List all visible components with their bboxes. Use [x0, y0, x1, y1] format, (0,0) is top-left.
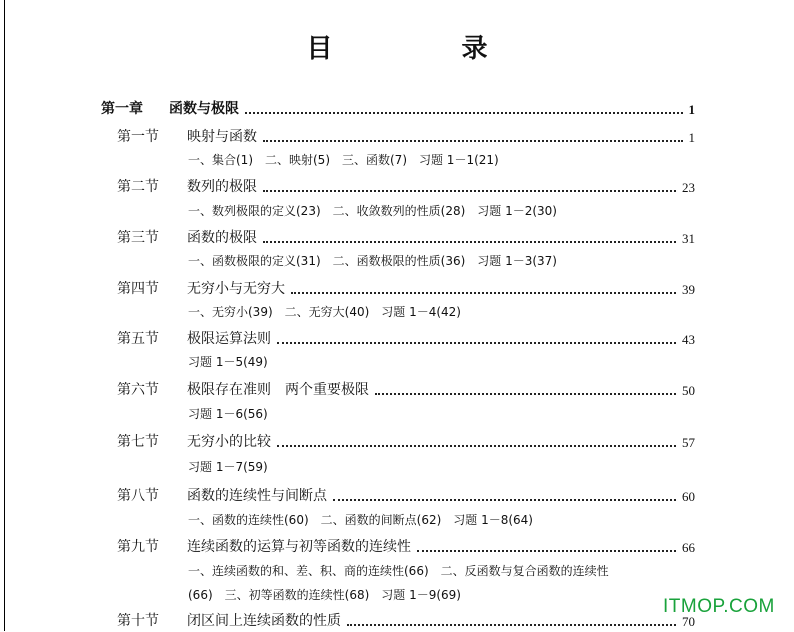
subsection-line: 一、函数极限的定义(31) 二、函数极限的性质(36) 习题 1－3(37) — [188, 254, 557, 268]
section-label: 第九节 — [117, 539, 159, 555]
section-label: 第三节 — [117, 230, 159, 246]
subsection-line: 一、集合(1) 二、映射(5) 三、函数(7) 习题 1－1(21) — [188, 153, 499, 167]
section-page: 23 — [682, 180, 695, 195]
section-title: 闭区间上连续函数的性质 — [187, 613, 341, 629]
leader-dots — [375, 392, 676, 395]
section-entry[interactable] — [117, 610, 695, 630]
leader-dots — [263, 189, 676, 192]
section-label: 第六节 — [117, 382, 159, 398]
section-title: 映射与函数 — [187, 129, 257, 145]
section-page: 70 — [682, 614, 695, 629]
section-title: 无穷小的比较 — [187, 434, 271, 450]
chapter-label: 第一章 — [101, 101, 143, 117]
leader-dots — [333, 498, 676, 501]
section-page: 39 — [682, 282, 695, 297]
section-entry[interactable] — [117, 227, 695, 247]
section-entry[interactable] — [117, 278, 695, 298]
leader-dots — [277, 444, 676, 447]
leader-dots — [263, 240, 676, 243]
section-title: 连续函数的运算与初等函数的连续性 — [187, 539, 411, 555]
section-title: 极限存在准则 两个重要极限 — [187, 382, 369, 398]
section-entry[interactable] — [117, 176, 695, 196]
section-page: 57 — [682, 435, 695, 450]
section-entry[interactable] — [117, 126, 695, 146]
page-title: 目 录 — [306, 34, 548, 64]
subsection-line: 一、连续函数的和、差、积、商的连续性(66) 二、反函数与复合函数的连续性 — [188, 564, 609, 578]
subsection-line: 习题 1－6(56) — [188, 407, 268, 421]
section-entry[interactable] — [117, 485, 695, 505]
subsection-line: 习题 1－5(49) — [188, 355, 268, 369]
subsection-line: 一、函数的连续性(60) 二、函数的间断点(62) 习题 1－8(64) — [188, 513, 533, 527]
section-label: 第一节 — [117, 129, 159, 145]
subsection-line: 一、数列极限的定义(23) 二、收敛数列的性质(28) 习题 1－2(30) — [188, 204, 557, 218]
chapter-title: 函数与极限 — [169, 101, 239, 117]
subsection-line: 一、无穷小(39) 二、无穷大(40) 习题 1－4(42) — [188, 305, 461, 319]
subsection-line: 习题 1－7(59) — [188, 460, 268, 474]
watermark: ITMOP.COM — [663, 596, 775, 617]
section-entry[interactable] — [117, 431, 695, 451]
section-page: 1 — [688, 130, 695, 145]
section-page: 60 — [682, 489, 695, 504]
section-entry[interactable] — [117, 379, 695, 399]
section-label: 第四节 — [117, 281, 159, 297]
chapter-entry[interactable] — [101, 98, 695, 118]
section-title: 函数的极限 — [187, 230, 257, 246]
section-title: 数列的极限 — [187, 179, 257, 195]
section-page: 66 — [682, 540, 695, 555]
section-label: 第七节 — [117, 434, 159, 450]
section-title: 极限运算法则 — [187, 331, 271, 347]
section-label: 第二节 — [117, 179, 159, 195]
leader-dots — [277, 341, 676, 344]
subsection-line: (66) 三、初等函数的连续性(68) 习题 1－9(69) — [188, 588, 461, 602]
section-label: 第十节 — [117, 613, 159, 629]
leader-dots — [263, 139, 683, 142]
section-entry[interactable] — [117, 536, 695, 556]
section-label: 第五节 — [117, 331, 159, 347]
chapter-page: 1 — [688, 102, 695, 117]
leader-dots — [347, 623, 676, 626]
leader-dots — [245, 111, 683, 114]
section-title: 函数的连续性与间断点 — [187, 488, 327, 504]
section-page: 31 — [682, 231, 695, 246]
section-page: 43 — [682, 332, 695, 347]
section-entry[interactable] — [117, 328, 695, 348]
section-label: 第八节 — [117, 488, 159, 504]
section-title: 无穷小与无穷大 — [187, 281, 285, 297]
leader-dots — [417, 549, 676, 552]
section-page: 50 — [682, 383, 695, 398]
leader-dots — [291, 291, 676, 294]
